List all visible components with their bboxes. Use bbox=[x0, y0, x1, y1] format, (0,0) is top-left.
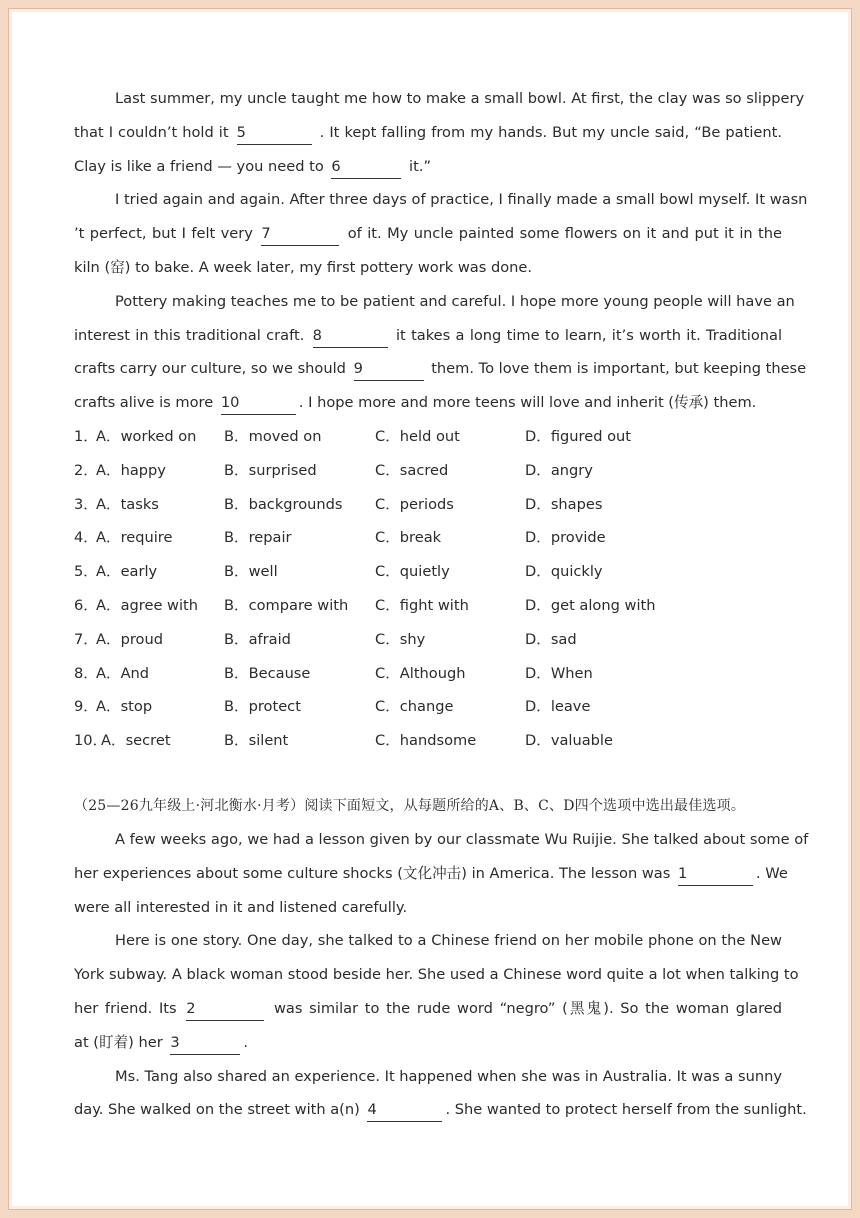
passage-line bbox=[74, 891, 782, 925]
text-segment: . It kept falling from my hands. But my uncle said, “Be patient. bbox=[314, 123, 782, 141]
option-a[interactable]: A．happy bbox=[96, 461, 166, 479]
option-a[interactable]: A．secret bbox=[101, 732, 171, 750]
text-segment: them. To love them is important, but keeping these bbox=[426, 360, 807, 378]
option-b[interactable]: B．afraid bbox=[224, 630, 291, 648]
option-c[interactable]: C．change bbox=[375, 698, 454, 716]
passage-line bbox=[74, 82, 805, 116]
option-c[interactable]: C．handsome bbox=[375, 732, 477, 750]
option-b[interactable]: B．surprised bbox=[224, 461, 317, 479]
option-b[interactable]: B．well bbox=[224, 563, 278, 581]
passage-line bbox=[74, 217, 782, 251]
text-segment: Pottery making teaches me to be patient and careful. I hope more young people will have an bbox=[115, 292, 795, 310]
text-segment: York subway. A black woman stood beside her. She used a Chinese word quite a lot when talking to bbox=[74, 966, 799, 984]
question-number: 4． bbox=[74, 529, 98, 547]
blank-5[interactable]: 5 bbox=[237, 122, 312, 145]
option-row bbox=[74, 724, 782, 758]
text-segment: A few weeks ago, we had a lesson given by our classmate Wu Ruijie. She talked about some of bbox=[115, 830, 809, 848]
text-segment: crafts carry our culture, so we should bbox=[74, 360, 351, 378]
text-segment: ’t perfect, but I felt very bbox=[74, 225, 259, 243]
passage-2 bbox=[74, 789, 809, 1127]
text-segment: it takes a long time to learn, it’s worth it. Traditional bbox=[390, 326, 783, 344]
option-d[interactable]: D．sad bbox=[525, 630, 577, 648]
passage-line bbox=[74, 150, 782, 184]
text-segment: at (盯着) her bbox=[74, 1033, 168, 1051]
question-number: 5． bbox=[74, 563, 98, 581]
passage-line bbox=[74, 386, 782, 420]
text-segment: her experiences about some culture shocks (文化冲击) in America. The lesson was bbox=[74, 864, 675, 882]
option-c[interactable]: C．shy bbox=[375, 630, 426, 648]
option-b[interactable]: B．moved on bbox=[224, 427, 322, 445]
option-row bbox=[74, 454, 782, 488]
option-c[interactable]: C．sacred bbox=[375, 461, 449, 479]
option-row bbox=[74, 657, 782, 691]
passage-line bbox=[74, 183, 808, 217]
section-heading: （25—26九年级上·河北衡水·月考）阅读下面短文，从每题所给的A、B、C、D四个选项中选出最佳选项。 bbox=[74, 797, 746, 814]
text-segment: that I couldn’t hold it bbox=[74, 123, 234, 141]
option-a[interactable]: A．proud bbox=[96, 630, 163, 648]
document-body bbox=[74, 82, 809, 1127]
option-d[interactable]: D．angry bbox=[525, 461, 593, 479]
text-segment: . I hope more and more teens will love and inherit (传承) them. bbox=[298, 394, 757, 412]
text-segment: her friend. Its bbox=[74, 999, 184, 1017]
question-number: 8． bbox=[74, 664, 98, 682]
question-number: 6． bbox=[74, 596, 98, 614]
text-segment: crafts alive is more bbox=[74, 394, 218, 412]
question-number: 7． bbox=[74, 630, 98, 648]
option-row bbox=[74, 589, 782, 623]
option-row bbox=[74, 555, 782, 589]
option-row bbox=[74, 488, 782, 522]
text-segment: Here is one story. One day, she talked to a Chinese friend on her mobile phone on the New bbox=[115, 932, 782, 950]
option-b[interactable]: B．protect bbox=[224, 698, 301, 716]
option-c[interactable]: C．fight with bbox=[375, 596, 469, 614]
option-row bbox=[74, 420, 782, 454]
option-b[interactable]: B．backgrounds bbox=[224, 495, 343, 513]
option-d[interactable]: D．quickly bbox=[525, 563, 603, 581]
section-gap bbox=[74, 758, 782, 789]
option-d[interactable]: D．figured out bbox=[525, 427, 631, 445]
blank-3[interactable]: 3 bbox=[170, 1032, 240, 1055]
question-number: 2． bbox=[74, 461, 98, 479]
text-segment: . We bbox=[755, 864, 788, 882]
option-c[interactable]: C．held out bbox=[375, 427, 460, 445]
option-a[interactable]: A．tasks bbox=[96, 495, 159, 513]
passage-1 bbox=[74, 82, 808, 420]
option-d[interactable]: D．leave bbox=[525, 698, 591, 716]
passage-line bbox=[74, 285, 795, 319]
option-row bbox=[74, 623, 782, 657]
option-b[interactable]: B．silent bbox=[224, 732, 289, 750]
blank-2[interactable]: 2 bbox=[186, 998, 264, 1021]
option-d[interactable]: D．valuable bbox=[525, 732, 613, 750]
option-a[interactable]: A．agree with bbox=[96, 596, 199, 614]
text-segment: was similar to the rude word “negro” (黑鬼). So the woman glared bbox=[267, 999, 782, 1017]
passage-line bbox=[74, 1093, 807, 1127]
question-number: 1． bbox=[74, 427, 98, 445]
passage-line bbox=[74, 352, 807, 386]
passage-line bbox=[74, 992, 782, 1026]
blank-9[interactable]: 9 bbox=[354, 358, 424, 381]
blank-6[interactable]: 6 bbox=[331, 156, 401, 179]
blank-8[interactable]: 8 bbox=[313, 325, 388, 348]
option-d[interactable]: D．get along with bbox=[525, 596, 656, 614]
blank-4[interactable]: 4 bbox=[367, 1099, 442, 1122]
option-b[interactable]: B．compare with bbox=[224, 596, 349, 614]
passage-line bbox=[74, 857, 788, 891]
option-d[interactable]: D．When bbox=[525, 664, 593, 682]
text-segment: . bbox=[243, 1033, 249, 1051]
option-a[interactable]: A．And bbox=[96, 664, 150, 682]
text-segment: kiln (窑) to bake. A week later, my first pottery work was done. bbox=[74, 258, 533, 276]
option-c[interactable]: C．periods bbox=[375, 495, 454, 513]
passage-line bbox=[74, 1026, 782, 1060]
options-list bbox=[74, 420, 782, 758]
question-number: 3． bbox=[74, 495, 98, 513]
blank-7[interactable]: 7 bbox=[261, 223, 339, 246]
text-segment: interest in this traditional craft. bbox=[74, 326, 310, 344]
text-segment: of it. My uncle painted some flowers on it and put it in the bbox=[342, 225, 783, 243]
question-number: 9． bbox=[74, 698, 98, 716]
passage-line bbox=[74, 823, 809, 857]
passage-line bbox=[74, 958, 799, 992]
text-segment: it.” bbox=[404, 157, 432, 175]
question-number: 10． bbox=[74, 732, 108, 750]
option-a[interactable]: A．require bbox=[96, 529, 173, 547]
text-segment: Last summer, my uncle taught me how to make a small bowl. At first, the clay was so slippery bbox=[115, 90, 805, 107]
text-segment: Ms. Tang also shared an experience. It happened when she was in Australia. It was a sunny bbox=[115, 1067, 782, 1085]
option-d[interactable]: D．provide bbox=[525, 529, 606, 547]
option-c[interactable]: C．Although bbox=[375, 664, 466, 682]
blank-1[interactable]: 1 bbox=[678, 863, 753, 886]
text-segment: were all interested in it and listened carefully. bbox=[74, 898, 408, 916]
option-b[interactable]: B．repair bbox=[224, 529, 292, 547]
option-d[interactable]: D．shapes bbox=[525, 495, 603, 513]
option-c[interactable]: C．quietly bbox=[375, 563, 450, 581]
text-segment: Clay is like a friend — you need to bbox=[74, 157, 329, 175]
passage-line bbox=[74, 251, 782, 285]
option-row bbox=[74, 690, 782, 724]
passage-line bbox=[74, 319, 782, 353]
option-a[interactable]: A．early bbox=[96, 563, 158, 581]
text-segment: I tried again and again. After three days of practice, I finally made a small bowl myself. It wasn bbox=[115, 191, 808, 209]
blank-10[interactable]: 10 bbox=[221, 392, 296, 415]
option-b[interactable]: B．Because bbox=[224, 664, 311, 682]
option-a[interactable]: A．worked on bbox=[96, 427, 197, 445]
option-c[interactable]: C．break bbox=[375, 529, 442, 547]
passage-line bbox=[74, 924, 782, 958]
option-a[interactable]: A．stop bbox=[96, 698, 153, 716]
passage-line bbox=[74, 116, 782, 150]
passage-line bbox=[74, 1060, 782, 1094]
text-segment: day. She walked on the street with a(n) bbox=[74, 1101, 365, 1119]
option-row bbox=[74, 521, 782, 555]
text-segment: . She wanted to protect herself from the sunlight. bbox=[445, 1101, 807, 1119]
